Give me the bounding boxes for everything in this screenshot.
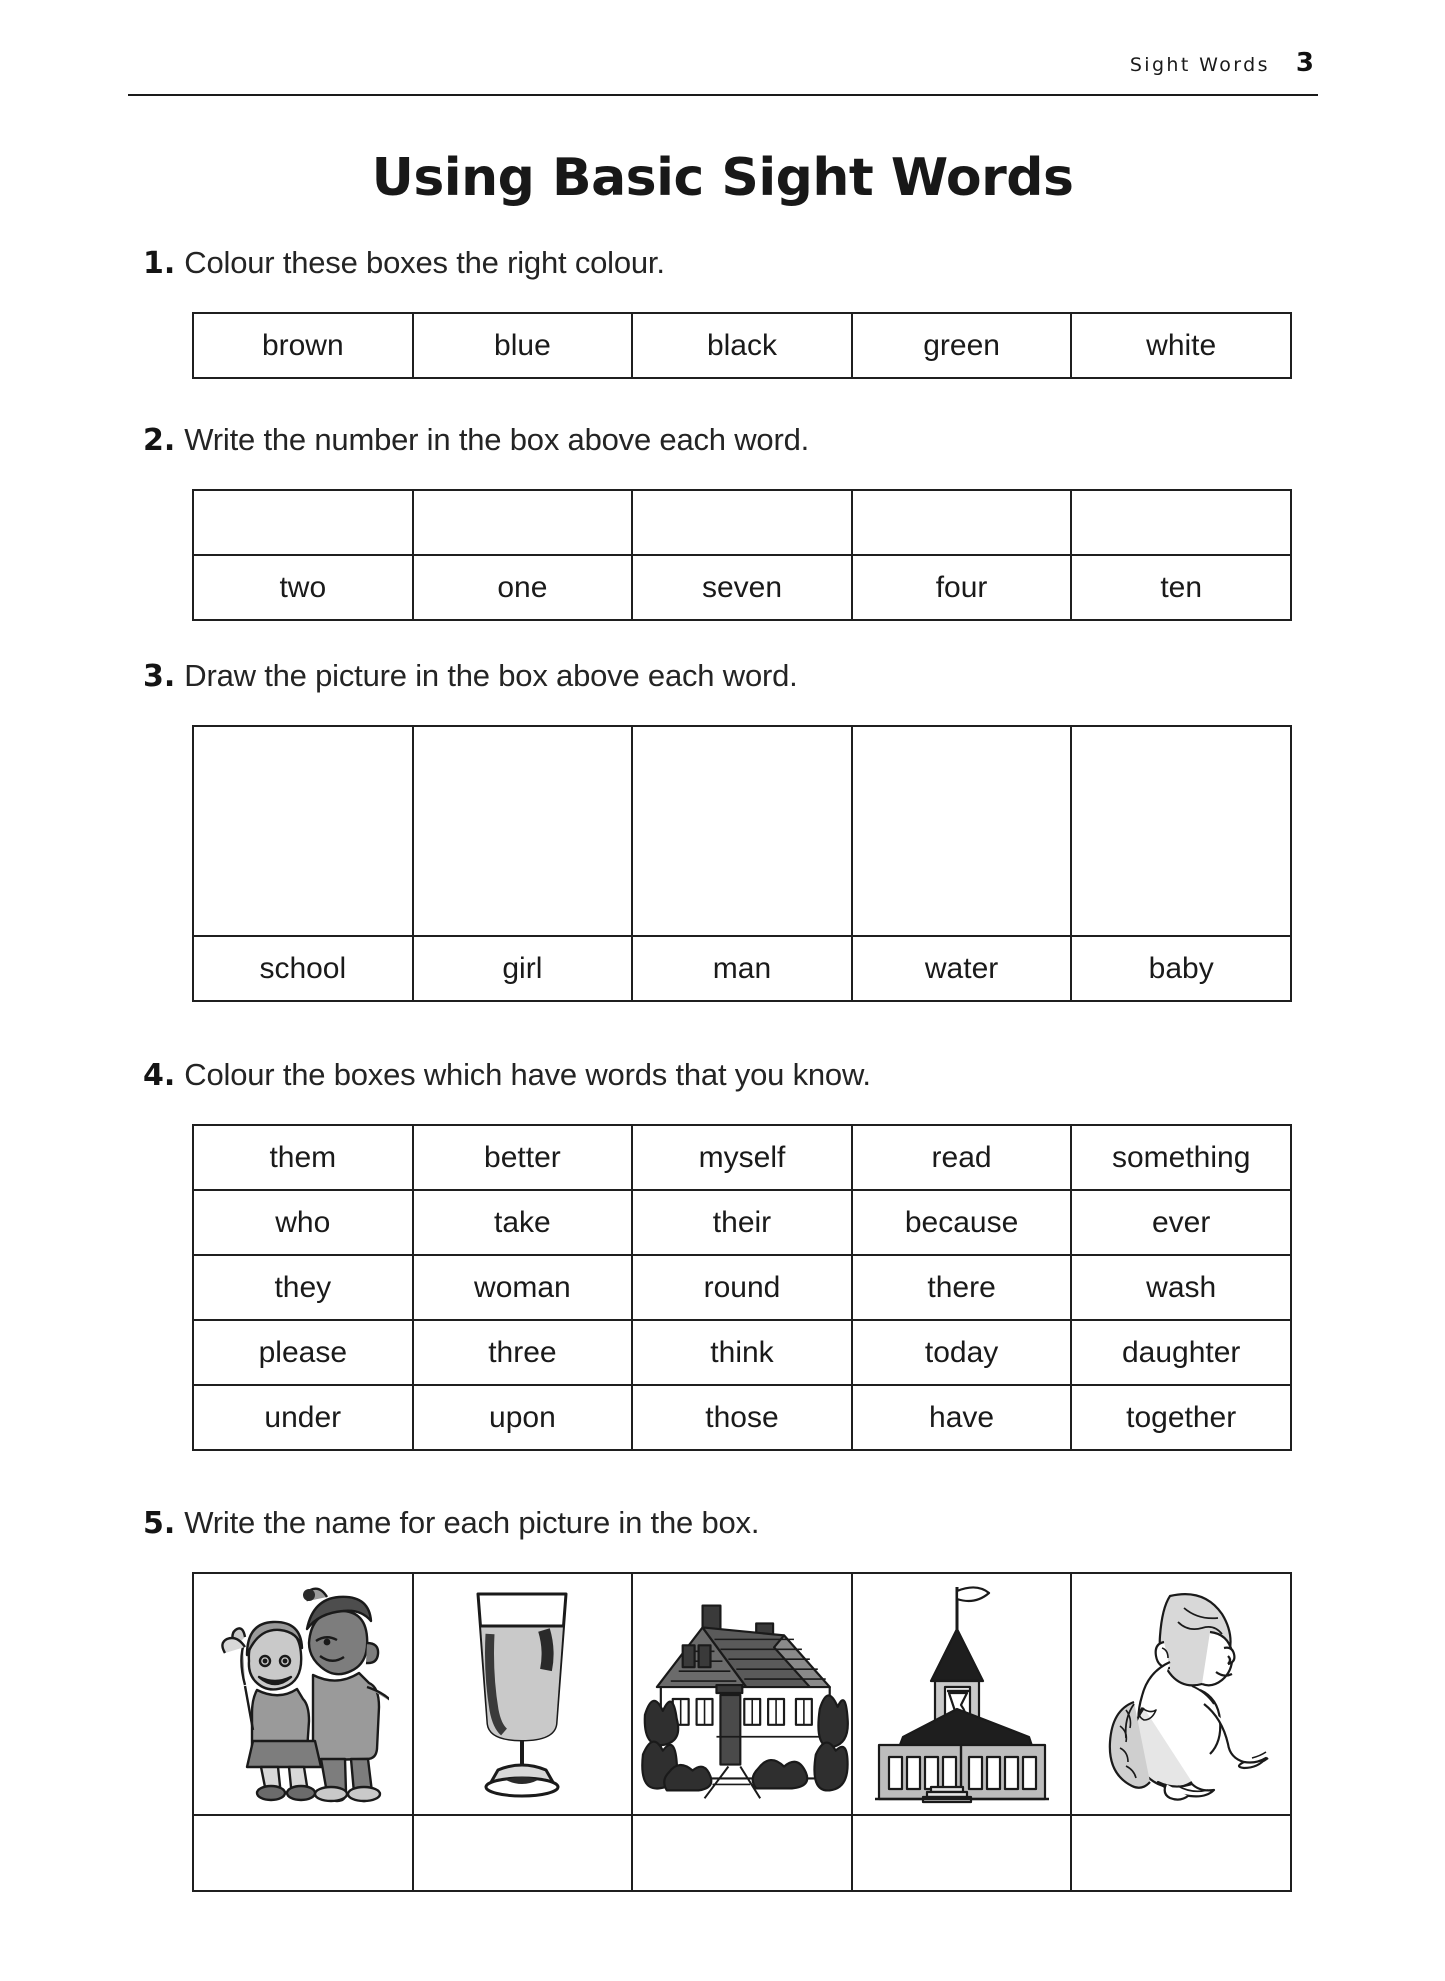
table-cell-word[interactable]: blue [413, 313, 633, 378]
picture-name-answer-box[interactable] [632, 1815, 852, 1891]
table-row [193, 313, 1291, 378]
drawing-box[interactable] [413, 726, 633, 936]
drawing-box[interactable] [193, 726, 413, 936]
table-cell-word[interactable]: take [413, 1190, 633, 1255]
table-row [193, 936, 1291, 1001]
table-cell-word[interactable]: better [413, 1125, 633, 1190]
baby-icon [1074, 1582, 1288, 1806]
picture-cell [632, 1573, 852, 1815]
table-cell-word[interactable]: read [852, 1125, 1072, 1190]
question-2-text: Write the number in the box above each word. [184, 422, 810, 457]
table-cell-word[interactable]: under [193, 1385, 413, 1450]
drawing-box[interactable] [1071, 726, 1291, 936]
question-3 [143, 658, 1343, 694]
table-cell-word[interactable]: have [852, 1385, 1072, 1450]
page-header [128, 48, 1318, 96]
table-cell-word: water [852, 936, 1072, 1001]
draw-picture-table [192, 725, 1292, 1002]
table-cell-word[interactable]: myself [632, 1125, 852, 1190]
number-answer-box[interactable] [413, 490, 633, 555]
table-cell-word: one [413, 555, 633, 620]
table-cell-word[interactable]: their [632, 1190, 852, 1255]
page-title: Using Basic Sight Words [371, 148, 1074, 208]
table-row [193, 1255, 1291, 1320]
table-cell-word[interactable]: who [193, 1190, 413, 1255]
number-answer-box[interactable] [632, 490, 852, 555]
table-cell-word[interactable]: together [1071, 1385, 1291, 1450]
picture-name-answer-box[interactable] [193, 1815, 413, 1891]
table-cell-word[interactable]: today [852, 1320, 1072, 1385]
table-cell-word[interactable]: daughter [1071, 1320, 1291, 1385]
header-content [1130, 48, 1318, 78]
table-cell-word[interactable]: white [1071, 313, 1291, 378]
picture-cell [1071, 1573, 1291, 1815]
number-words-table [192, 489, 1292, 621]
table-cell-word[interactable]: wash [1071, 1255, 1291, 1320]
question-3-instruction [143, 658, 1343, 694]
question-5-text: Write the name for each picture in the box. [184, 1505, 760, 1540]
table-cell-word[interactable]: black [632, 313, 852, 378]
question-4-instruction [143, 1057, 1343, 1093]
table-cell-word[interactable]: because [852, 1190, 1072, 1255]
question-2-number: 2. [143, 423, 176, 458]
table-cell-word: seven [632, 555, 852, 620]
glass-of-water-icon [416, 1582, 630, 1806]
question-1-text: Colour these boxes the right colour. [184, 245, 665, 280]
house-icon [635, 1582, 849, 1806]
table-row-answer-blanks [193, 490, 1291, 555]
table-cell-word[interactable]: them [193, 1125, 413, 1190]
known-words-grid [192, 1124, 1292, 1451]
question-2-instruction [143, 422, 1343, 458]
header-title: Sight Words [1129, 54, 1270, 76]
drawing-box[interactable] [852, 726, 1072, 936]
table-cell-word[interactable]: something [1071, 1125, 1291, 1190]
number-answer-box[interactable] [193, 490, 413, 555]
question-3-text: Draw the picture in the box above each word. [184, 658, 798, 693]
question-1-number: 1. [143, 246, 176, 281]
question-3-number: 3. [143, 659, 176, 694]
question-4-text: Colour the boxes which have words that you know. [184, 1057, 871, 1092]
table-cell-word: four [852, 555, 1072, 620]
table-cell-word: school [193, 936, 413, 1001]
question-1-instruction [143, 245, 1343, 281]
table-row [193, 1125, 1291, 1190]
question-2 [143, 422, 1343, 458]
table-cell-word: baby [1071, 936, 1291, 1001]
table-cell-word: ten [1071, 555, 1291, 620]
picture-name-answer-box[interactable] [413, 1815, 633, 1891]
table-cell-word[interactable]: ever [1071, 1190, 1291, 1255]
table-cell-word[interactable]: they [193, 1255, 413, 1320]
number-answer-box[interactable] [1071, 490, 1291, 555]
table-cell-word: two [193, 555, 413, 620]
question-1 [143, 245, 1343, 281]
table-row-drawing-area [193, 726, 1291, 936]
question-5 [143, 1505, 1343, 1541]
picture-cell [413, 1573, 633, 1815]
table-cell-word[interactable]: please [193, 1320, 413, 1385]
drawing-box[interactable] [632, 726, 852, 936]
table-row-answer-blanks [193, 1815, 1291, 1891]
table-cell-word[interactable]: think [632, 1320, 852, 1385]
table-row [193, 1320, 1291, 1385]
question-4-number: 4. [143, 1058, 176, 1093]
table-cell-word[interactable]: brown [193, 313, 413, 378]
table-cell-word[interactable]: woman [413, 1255, 633, 1320]
table-cell-word: man [632, 936, 852, 1001]
table-cell-word[interactable]: round [632, 1255, 852, 1320]
table-row [193, 1190, 1291, 1255]
question-5-number: 5. [143, 1506, 176, 1541]
table-cell-word[interactable]: those [632, 1385, 852, 1450]
question-4 [143, 1057, 1343, 1093]
table-row-pictures [193, 1573, 1291, 1815]
number-answer-box[interactable] [852, 490, 1072, 555]
page-number: 3 [1295, 48, 1314, 78]
children-icon [196, 1582, 410, 1806]
table-cell-word[interactable]: upon [413, 1385, 633, 1450]
picture-naming-table [192, 1572, 1292, 1892]
picture-name-answer-box[interactable] [1071, 1815, 1291, 1891]
table-cell-word: girl [413, 936, 633, 1001]
picture-cell [852, 1573, 1072, 1815]
picture-name-answer-box[interactable] [852, 1815, 1072, 1891]
table-row [193, 1385, 1291, 1450]
table-cell-word[interactable]: three [413, 1320, 633, 1385]
school-building-icon [855, 1582, 1069, 1806]
table-cell-word[interactable]: there [852, 1255, 1072, 1320]
colour-words-table [192, 312, 1292, 379]
table-row [193, 555, 1291, 620]
question-5-instruction [143, 1505, 1343, 1541]
table-cell-word[interactable]: green [852, 313, 1072, 378]
picture-cell [193, 1573, 413, 1815]
